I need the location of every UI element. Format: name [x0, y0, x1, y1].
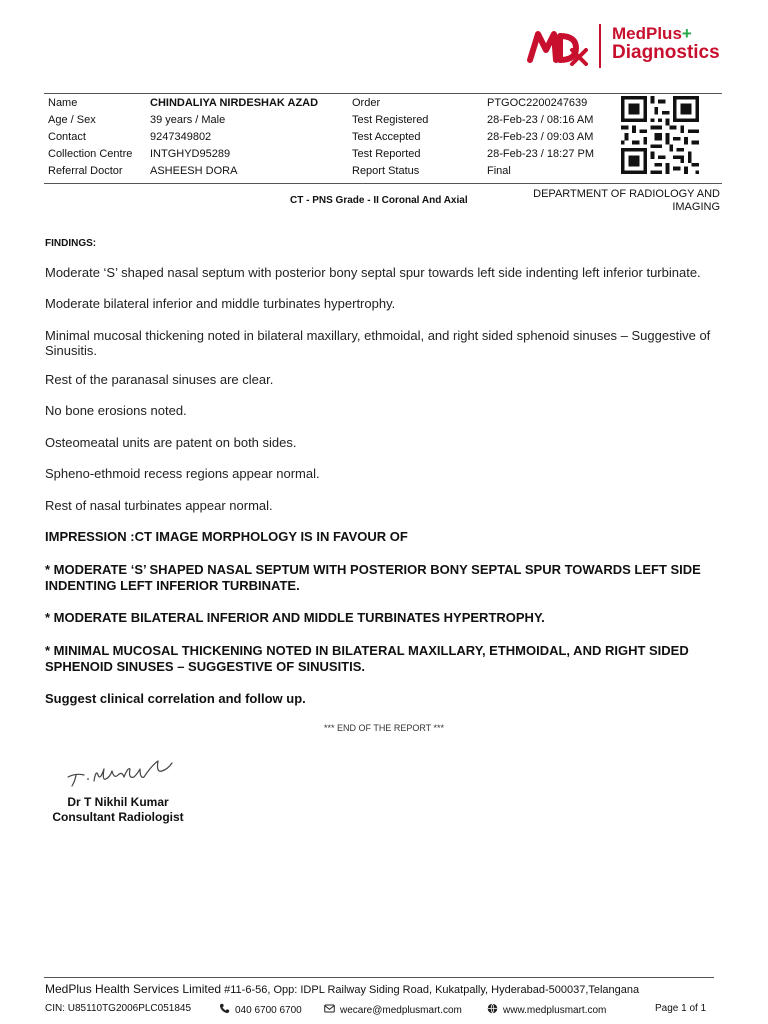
globe-icon [487, 1003, 498, 1014]
referral-doctor: ASHEESH DORA [150, 165, 238, 177]
logo-divider [599, 24, 601, 68]
page-number: Page 1 of 1 [655, 1003, 707, 1014]
mail-icon [324, 1003, 335, 1014]
impression-item: * MODERATE BILATERAL INFERIOR AND MIDDLE TURBINATES HYPERTROPHY. [45, 610, 545, 625]
test-accepted: 28-Feb-23 / 09:03 AM [487, 131, 594, 143]
end-of-report: *** END OF THE REPORT *** [323, 723, 445, 733]
finding-item: Moderate bilateral inferior and middle turbinates hypertrophy. [45, 296, 396, 311]
reported-label: Test Reported [352, 148, 421, 160]
finding-item: No bone erosions noted. [45, 403, 187, 418]
patient-age-sex: 39 years / Male [150, 114, 226, 126]
doctor-designation: Consultant Radiologist [52, 810, 184, 824]
finding-item: Rest of the paranasal sinuses are clear. [45, 372, 274, 387]
test-reported: 28-Feb-23 / 18:27 PM [487, 148, 595, 160]
patient-contact: 9247349802 [150, 131, 212, 143]
brand-subtitle: Diagnostics [612, 42, 720, 63]
impression-item: * MODERATE ‘S’ SHAPED NASAL SEPTUM WITH POSTERIOR BONY SEPTAL SPUR TOWARDS LEFT SIDE INDENTING LEFT INFERIOR TURBINATE. [45, 562, 701, 593]
doctor-signature-block [45, 795, 191, 825]
contact-label: Contact [48, 131, 86, 143]
qr-code [621, 96, 699, 174]
department-name: DEPARTMENT OF RADIOLOGY AND IMAGING [533, 188, 720, 213]
findings-label: FINDINGS: [45, 238, 97, 249]
order-label: Order [352, 97, 381, 109]
footer-company-line [45, 982, 639, 996]
medplus-logo-mark [526, 26, 588, 66]
collection-centre: INTGHYD95289 [150, 148, 231, 160]
doctor-name: Dr T Nikhil Kumar [67, 795, 169, 809]
test-registered: 28-Feb-23 / 08:16 AM [487, 114, 594, 126]
registered-label: Test Registered [352, 114, 429, 126]
footer-phone [219, 1003, 302, 1016]
company-address: #11-6-56, Opp: IDPL Railway Siding Road, Kukatpally, Hyderabad-500037,Telangana [224, 984, 640, 996]
centre-label: Collection Centre [48, 148, 133, 160]
company-name: MedPlus Health Services Limited [45, 982, 222, 996]
finding-item: Minimal mucosal thickening noted in bilateral maxillary, ethmoidal, and right sided sphenoid sinuses – Suggestive of Sinusitis. [45, 328, 711, 358]
clinical-suggestion: Suggest clinical correlation and follow up. [45, 691, 306, 706]
signature-image [62, 755, 180, 789]
status-label: Report Status [352, 165, 420, 177]
order-id: PTGOC2200247639 [487, 97, 588, 109]
age-label: Age / Sex [48, 114, 96, 126]
footer-email [324, 1003, 462, 1016]
accepted-label: Test Accepted [352, 131, 421, 143]
header-rule-bottom [44, 183, 722, 184]
report-status: Final [487, 165, 511, 177]
phone-icon [219, 1003, 230, 1014]
test-title: CT - PNS Grade - II Coronal And Axial [290, 195, 468, 206]
email-address[interactable]: wecare@medplusmart.com [340, 1005, 462, 1016]
finding-item: Moderate ‘S’ shaped nasal septum with posterior bony septal spur towards left side indenting left inferior turbinate. [45, 265, 701, 280]
doctor-label: Referral Doctor [48, 165, 123, 177]
name-label: Name [48, 97, 78, 109]
header-rule-top [44, 93, 722, 94]
website-link[interactable]: www.medplusmart.com [503, 1005, 607, 1016]
impression-heading: IMPRESSION :CT IMAGE MORPHOLOGY IS IN FAVOUR OF [45, 529, 408, 544]
cin-number: CIN: U85110TG2006PLC051845 [45, 1003, 192, 1014]
patient-name: CHINDALIYA NIRDESHAK AZAD [150, 97, 319, 109]
footer-rule [44, 977, 714, 978]
phone-number: 040 6700 6700 [235, 1005, 302, 1016]
brand-name: MedPlus+ [612, 24, 692, 43]
finding-item: Osteomeatal units are patent on both sides. [45, 435, 297, 450]
footer-website [487, 1003, 606, 1016]
finding-item: Rest of nasal turbinates appear normal. [45, 498, 273, 513]
finding-item: Spheno-ethmoid recess regions appear normal. [45, 466, 320, 481]
plus-icon: + [681, 24, 692, 43]
impression-item: * MINIMAL MUCOSAL THICKENING NOTED IN BILATERAL MAXILLARY, ETHMOIDAL, AND RIGHT SIDED SPHENOID SINUSES – SUGGESTIVE OF SINUSITIS. [45, 643, 689, 674]
